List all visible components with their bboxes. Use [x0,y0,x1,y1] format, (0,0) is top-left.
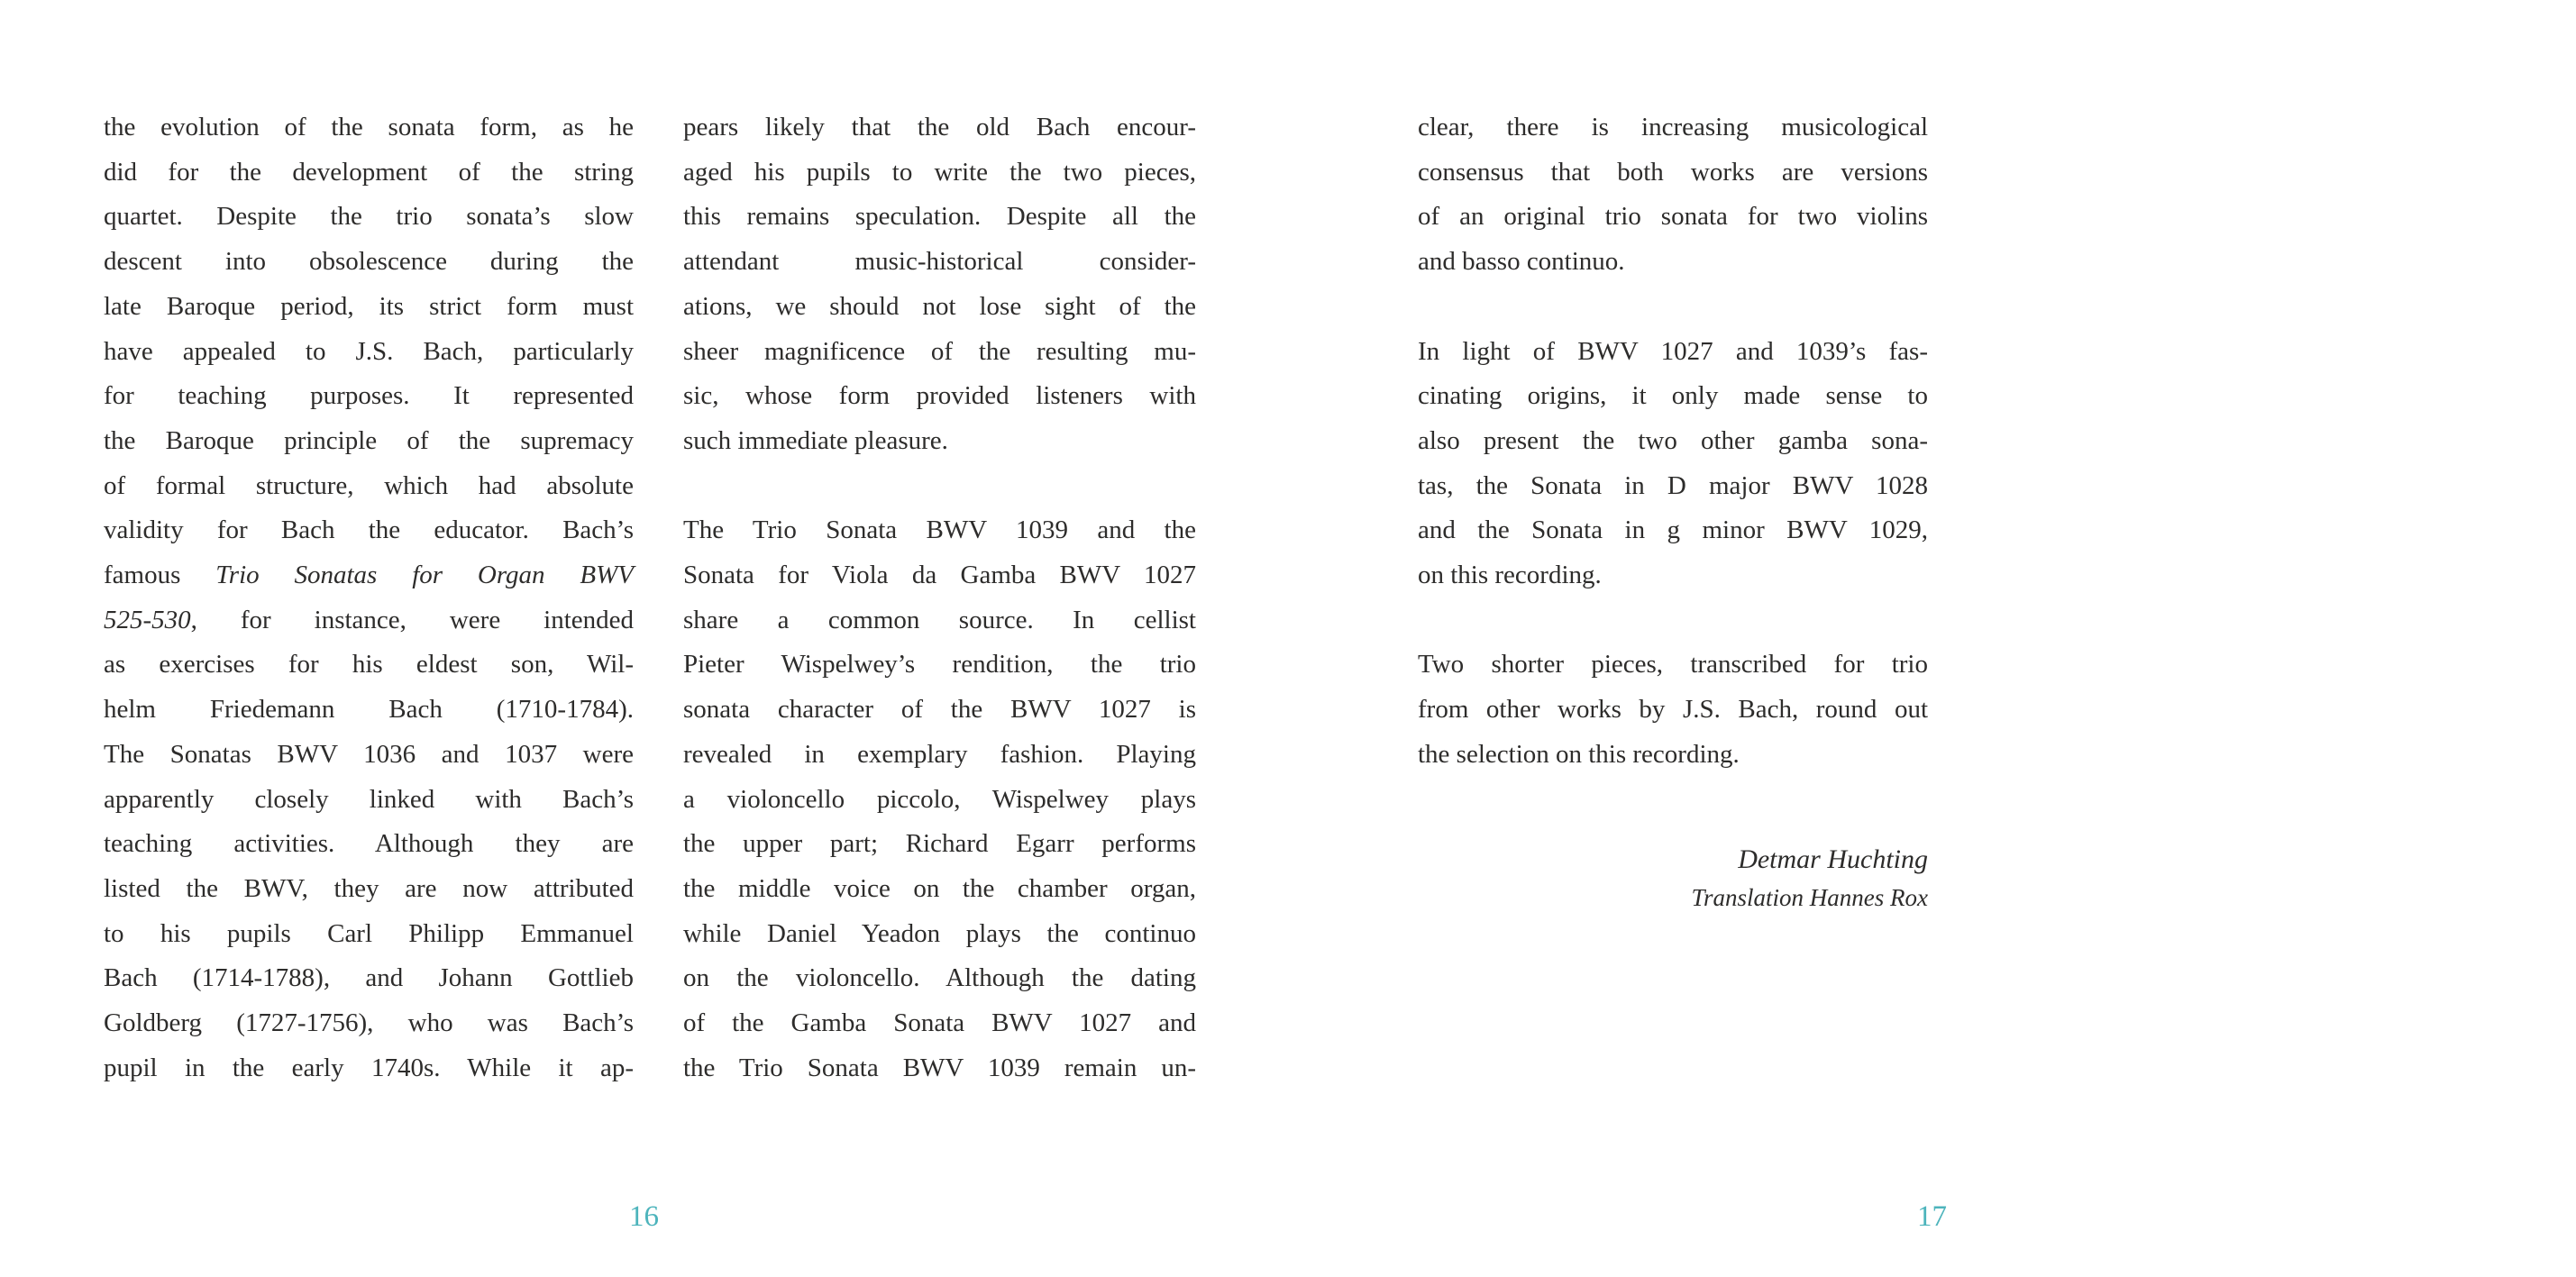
text-line [104,374,634,419]
body-text: late Baroque period, its strict form must [104,291,634,321]
text-line [683,867,1196,912]
text-line [104,419,634,464]
text-line [1418,195,1928,240]
text-line [104,598,634,643]
text-line [683,553,1196,598]
body-text: the Baroque principle of the supremacy [104,425,634,455]
body-text: have appealed to J.S. Bach, particularly [104,336,634,366]
text-line [104,778,634,823]
body-text: teaching activities. Although they are [104,829,634,859]
right-page [1288,0,2576,1277]
body-text: ations, we should not lose sight of the [683,291,1196,321]
body-text: did for the development of the string [104,157,634,187]
body-text: Goldberg (1727-1756), who was Bach’s [104,1008,634,1038]
page-number-left: 16 [629,1200,659,1233]
text-line [1418,374,1928,419]
body-text: Sonata for Viola da Gamba BWV 1027 [683,561,1196,590]
body-text: for teaching purposes. It represented [104,381,634,411]
text-line [683,240,1196,285]
text-line [683,374,1196,419]
body-text: clear, there is increasing musicological [1418,113,1928,141]
body-text: sheer magnificence of the resulting mu- [683,336,1196,366]
body-text: revealed in exemplary fashion. Playing [683,739,1196,769]
body-text: on the violoncello. Although the dating [683,963,1196,993]
body-text: Bach (1714-1788), and Johann Gottlieb [104,963,634,993]
text-line [104,867,634,912]
text-line [104,508,634,553]
body-text: of the Gamba Sonata BWV 1027 and [683,1008,1196,1038]
text-line [683,956,1196,1001]
text-line [683,285,1196,330]
paragraph-spacer [683,464,1196,509]
body-text: the selection on this recording. [1418,739,1740,769]
text-line [104,912,634,957]
body-text: apparently closely linked with Bach’s [104,784,634,814]
body-text: pears likely that the old Bach encour- [683,113,1196,141]
text-line [104,1046,634,1091]
body-text: such immediate pleasure. [683,425,948,455]
body-text: a violoncello piccolo, Wispelwey plays [683,784,1196,814]
italic-text: Trio Sonatas for Organ BWV [215,561,635,590]
text-line [683,105,1196,151]
body-text: from other works by J.S. Bach, round out [1418,695,1928,725]
text-line [1418,330,1928,375]
text-line [104,464,634,509]
body-text: share a common source. In cellist [683,605,1196,634]
signature-translation: Translation Hannes Rox [1691,883,1928,911]
text-line [104,195,634,240]
body-text: cinating origins, it only made sense to [1418,381,1928,411]
body-text: famous [104,561,216,590]
body-text: In light of BWV 1027 and 1039’s fas- [1418,336,1928,366]
body-text: this remains speculation. Despite all the [683,202,1196,232]
text-line [683,151,1196,196]
body-text: sonata character of the BWV 1027 is [683,695,1196,725]
text-line [104,285,634,330]
body-text: also present the two other gamba sona- [1418,425,1928,455]
body-text: of formal structure, which had absolute [104,470,634,500]
signature-block [1418,839,1928,917]
body-text: the Trio Sonata BWV 1039 remain un- [683,1053,1196,1082]
text-line [683,419,1196,464]
text-column-2 [683,105,1196,1090]
body-text: aged his pupils to write the two pieces, [683,157,1196,187]
text-line [683,643,1196,688]
body-text: validity for Bach the educator. Bach’s [104,515,634,545]
text-line [683,688,1196,733]
body-text: attendant music-historical consider- [683,247,1196,277]
page-number-right: 17 [1917,1200,1947,1233]
text-line [1418,151,1928,196]
body-text: as exercises for his eldest son, Wil- [104,650,634,680]
text-line [683,733,1196,778]
paragraph-spacer [1418,598,1928,643]
text-column-3-lines [1418,105,1928,778]
text-line [1418,508,1928,553]
text-line [683,508,1196,553]
body-text: descent into obsolescence during the [104,247,634,277]
text-line [1418,733,1928,778]
text-line [1418,105,1928,151]
text-column-3 [1418,105,1928,917]
text-line [683,778,1196,823]
body-text: pupil in the early 1740s. While it ap- [104,1053,634,1082]
body-text: The Sonatas BWV 1036 and 1037 were [104,739,634,769]
body-text: and the Sonata in g minor BWV 1029, [1418,515,1928,545]
body-text: on this recording. [1418,561,1602,590]
body-text: Pieter Wispelwey’s rendition, the trio [683,650,1196,680]
body-text: listed the BWV, they are now attributed [104,873,634,903]
body-text: , for instance, were intended [190,605,634,634]
body-text: sic, whose form provided listeners with [683,381,1196,411]
body-text: the evolution of the sonata form, as he [104,113,634,141]
body-text: the middle voice on the chamber organ, [683,873,1196,903]
italic-text: 525-530 [104,605,191,634]
body-text: quartet. Despite the trio sonata’s slow [104,202,634,232]
text-line [104,956,634,1001]
body-text: helm Friedemann Bach (1710-1784). [104,695,634,725]
text-line [683,912,1196,957]
text-line [104,688,634,733]
text-line [683,330,1196,375]
text-line [683,598,1196,643]
text-line [1418,643,1928,688]
paragraph-spacer [1418,285,1928,330]
text-line [104,733,634,778]
signature-author: Detmar Huchting [1738,844,1928,874]
body-text: consensus that both works are versions [1418,157,1928,187]
text-line [104,330,634,375]
body-text: and basso continuo. [1418,247,1625,277]
text-line [1418,464,1928,509]
text-line [104,151,634,196]
body-text: of an original trio sonata for two violins [1418,202,1928,232]
body-text: while Daniel Yeadon plays the continuo [683,918,1196,948]
text-line [104,105,634,151]
body-text: tas, the Sonata in D major BWV 1028 [1418,470,1928,500]
text-line [104,240,634,285]
text-column-1 [104,105,634,1090]
body-text: the upper part; Richard Egarr performs [683,829,1196,859]
body-text: to his pupils Carl Philipp Emmanuel [104,918,634,948]
text-line [104,822,634,867]
text-line [1418,688,1928,733]
text-line [683,1046,1196,1091]
body-text: The Trio Sonata BWV 1039 and the [683,515,1196,545]
text-line [104,643,634,688]
text-line [104,1001,634,1046]
text-line [1418,419,1928,464]
text-line [1418,240,1928,285]
text-line [683,195,1196,240]
body-text: Two shorter pieces, transcribed for trio [1418,650,1928,680]
text-line [1418,553,1928,598]
text-line [683,1001,1196,1046]
text-line [104,553,634,598]
text-line [683,822,1196,867]
